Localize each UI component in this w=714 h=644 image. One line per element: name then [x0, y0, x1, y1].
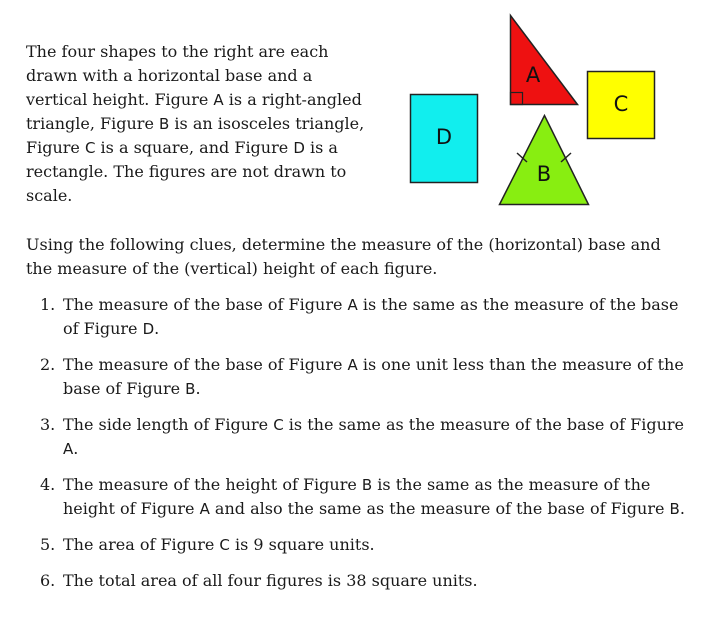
figure-ref: C	[273, 416, 284, 434]
intro-text: is an isosceles triangle, Figure	[26, 114, 365, 157]
clue-text: .	[73, 439, 79, 458]
clue-text: .	[154, 319, 160, 338]
figure-ref: A	[347, 356, 358, 374]
clue-text: and also the same as the measure of the base of Figure	[209, 499, 670, 518]
figure-d-label: D	[435, 125, 453, 149]
intro-paragraph	[26, 40, 376, 208]
clue-text: The side length of Figure	[63, 415, 274, 434]
figure-ref: B	[185, 380, 196, 398]
clue-item	[26, 413, 686, 461]
figure-ref: C	[84, 139, 96, 157]
figure-a-label: A	[525, 63, 541, 87]
figure-ref: B	[361, 476, 373, 494]
clue-number: 5.	[40, 535, 56, 554]
clue-text: The area of Figure	[63, 535, 220, 554]
figure-ref: A	[63, 440, 74, 458]
clue-number: 4.	[40, 475, 56, 494]
intro-text: is a square, and Figure	[95, 138, 294, 157]
clue-number: 6.	[40, 571, 56, 590]
figure-ref: B	[669, 500, 680, 518]
figure-ref: A	[347, 296, 358, 314]
clue-text: is 9 square units.	[229, 535, 375, 554]
clue-text: is the same as the measure of the height of Figure	[63, 475, 651, 518]
figure-b-triangle	[500, 116, 589, 205]
clue-number: 1.	[40, 295, 56, 314]
figure-ref: A	[199, 500, 210, 518]
clue-number: 3.	[40, 415, 56, 434]
clue-text: is the same as the measure of the base of Figure	[63, 295, 679, 338]
clue-text: The measure of the height of Figure	[63, 475, 362, 494]
clue-item	[26, 533, 686, 557]
clue-text: .	[679, 499, 685, 518]
clue-number: 2.	[40, 355, 56, 374]
clue-text: .	[195, 379, 201, 398]
figure-ref: C	[219, 536, 230, 554]
figure-ref: D	[142, 320, 155, 338]
clue-text: is the same as the measure of the base of Figure	[283, 415, 684, 434]
clue-item	[26, 293, 686, 341]
intro-text: The four shapes to the right are each drawn with a horizontal base and a vertical height. Figure	[26, 42, 329, 109]
clue-item	[26, 473, 686, 521]
figure-ref: B	[159, 115, 170, 133]
clue-text: The measure of the base of Figure	[63, 355, 348, 374]
figures-diagram	[400, 10, 670, 220]
clue-list	[26, 293, 686, 605]
clue-text: is one unit less than the measure of the base of Figure	[63, 355, 684, 398]
intro-text: is a right-angled triangle, Figure	[26, 90, 362, 133]
figure-c-label: C	[613, 92, 629, 116]
clue-text: The measure of the base of Figure	[63, 295, 348, 314]
figure-ref: D	[293, 139, 305, 157]
clue-item	[26, 353, 686, 401]
figure-ref: A	[213, 91, 224, 109]
clue-item	[26, 569, 686, 593]
figure-b-label: B	[536, 162, 552, 186]
figure-a-triangle	[511, 16, 578, 105]
intro-text: is a rectangle. The figures are not drawn to scale.	[26, 138, 347, 205]
clue-text: The total area of all four figures is 38 square units.	[63, 571, 478, 590]
clues-intro: Using the following clues, determine the measure of the (horizontal) base and the measure of the (vertical) height of each figure.	[26, 235, 661, 278]
